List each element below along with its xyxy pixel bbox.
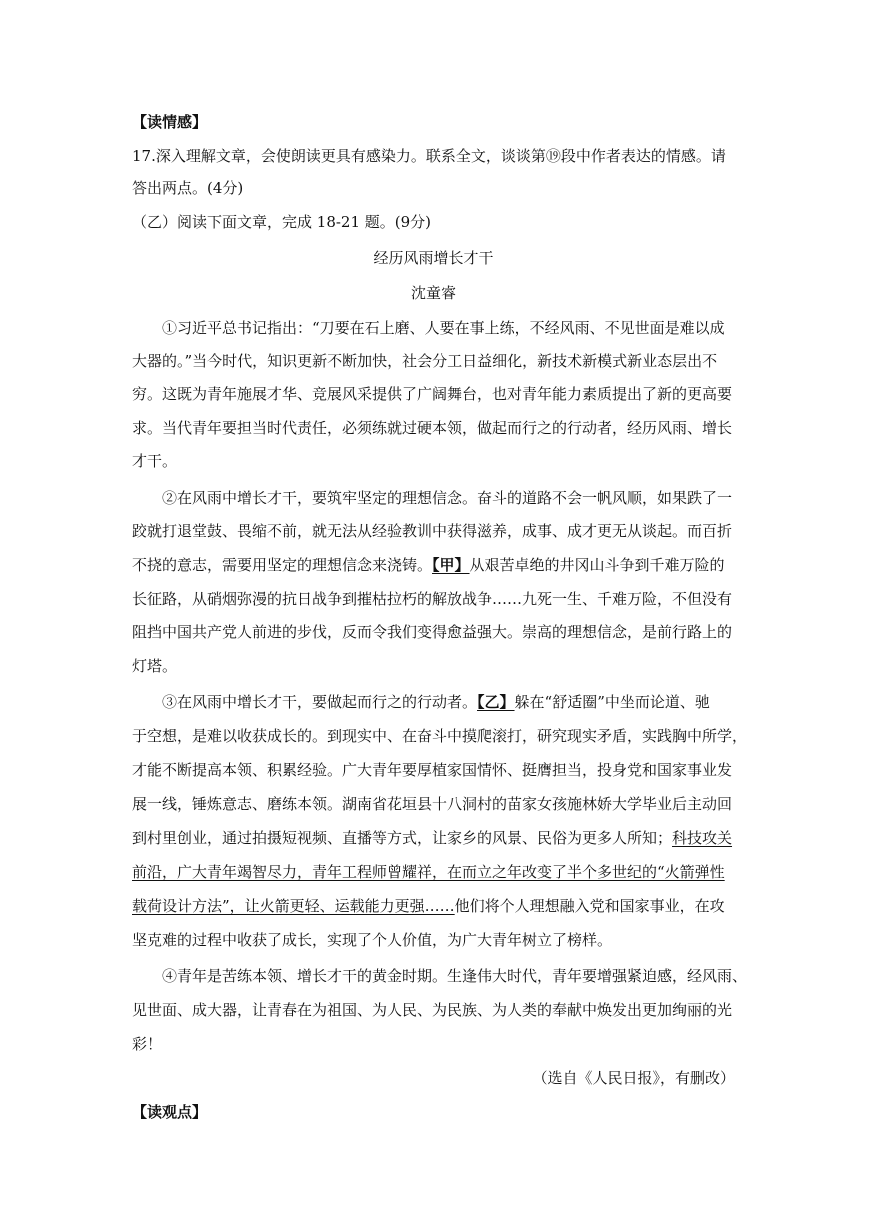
section-heading-read-viewpoint: 【读观点】 [132,1103,208,1121]
article-title: 经历风雨增长才干 [373,249,494,267]
paragraph-3-text: ③在风雨中增长才干，要做起而行之的行动者。 [162,693,478,711]
paragraph-4-line: ④青年是苦练本领、增长才干的黄金时期。生逢伟大时代，青年要增强紧迫感，经风雨、 [162,967,748,985]
paragraph-1-line: 求。当代青年要担当时代责任，必须练就过硬本领，做起而行之的行动者，经历风雨、增长 [132,419,733,437]
paragraph-2-text: 不挠的意志，需要用坚定的理想信念来浇铸。 [132,556,433,574]
paragraph-2-line: 阻挡中国共产党人前进的步伐，反而令我们变得愈益强大。崇高的理想信念，是前行路上的 [132,623,733,641]
paragraph-1-line: 大器的。”当今时代，知识更新不断加快，社会分工日益细化，新技术新模式新业态层出不 [132,352,718,370]
underlined-sentence: 载荷设计方法”，让火箭更轻、运载能力更强…… [132,897,455,915]
paragraph-2-line [132,555,742,575]
article-source: （选自《人民日报》，有删改） [532,1069,735,1087]
paragraph-4-line: 彩！ [132,1035,163,1053]
section-heading-read-emotion: 【读情感】 [132,113,208,131]
paragraph-3-line [132,692,742,712]
paragraph-3-line: 才能不断提高本领、积累经验。广大青年要厚植家国情怀、挺膺担当，投身党和国家事业发 [132,761,733,779]
marker-jia: 【甲】 [432,556,470,574]
paragraph-4-line: 见世面、成大器，让青春在为祖国、为人民、为民族、为人类的奉献中焕发出更加绚丽的光 [132,1001,733,1019]
paragraph-3-line: 展一线，锤炼意志、磨练本领。湖南省花垣县十八洞村的苗家女孩施林娇大学毕业后主动回 [132,795,733,813]
paragraph-2-line: ②在风雨中增长才干，要筑牢坚定的理想信念。奋斗的道路不会一帆风顺，如果跌了一 [162,489,733,507]
paragraph-2-text: 从艰苦卓绝的井冈山斗争到千难万险的 [469,556,725,574]
paragraph-1-line: 穷。这既为青年施展才华、竞展风采提供了广阔舞台，也对青年能力素质提出了新的更高要 [132,385,733,403]
paragraph-1-line: 才干。 [132,452,178,470]
paragraph-3-line [132,828,742,848]
paragraph-3-text: 到村里创业，通过拍摄短视频、直播等方式，让家乡的风景、民俗为更多人所知； [132,829,673,847]
paragraph-3-text: 他们将个人理想融入党和国家事业，在攻 [454,897,725,915]
question-17-line-2: 答出两点。(4分) [132,179,244,197]
paragraph-3-line: 于空想，是难以收获成长的。到现实中、在奋斗中摸爬滚打，研究现实矛盾，实践胸中所学， [132,727,748,745]
paragraph-2-line: 灯塔。 [132,657,178,675]
question-17-line-1: 17.深入理解文章，会使朗读更具有感染力。联系全文，谈谈第⑲段中作者表达的情感。请 [132,147,726,165]
paragraph-2-line: 长征路，从硝烟弥漫的抗日战争到摧枯拉朽的解放战争……九死一生、千难万险，不但没有 [132,590,733,608]
underlined-sentence: 科技攻关 [672,829,733,847]
underlined-sentence: 前沿，广大青年竭智尽力，青年工程师曾耀祥，在而立之年改变了半个多世纪的“火箭弹性 [132,863,725,881]
part-yi-instruction: （乙）阅读下面文章，完成 18-21 题。(9分) [132,213,432,231]
paragraph-3-line [132,896,742,916]
article-author: 沈童睿 [410,284,456,302]
marker-yi: 【乙】 [477,693,515,711]
paragraph-3-text: 躲在“舒适圈”中坐而论道、驰 [514,693,710,711]
paragraph-1-line: ①习近平总书记指出：“刀要在石上磨、人要在事上练，不经风雨、不见世面是难以成 [162,319,725,337]
paragraph-3-line: 坚克难的过程中收获了成长，实现了个人价值，为广大青年树立了榜样。 [132,931,613,949]
paragraph-2-line: 跤就打退堂鼓、畏缩不前，就无法从经验教训中获得滋养，成事、成才更无从谈起。而百折 [132,522,733,540]
